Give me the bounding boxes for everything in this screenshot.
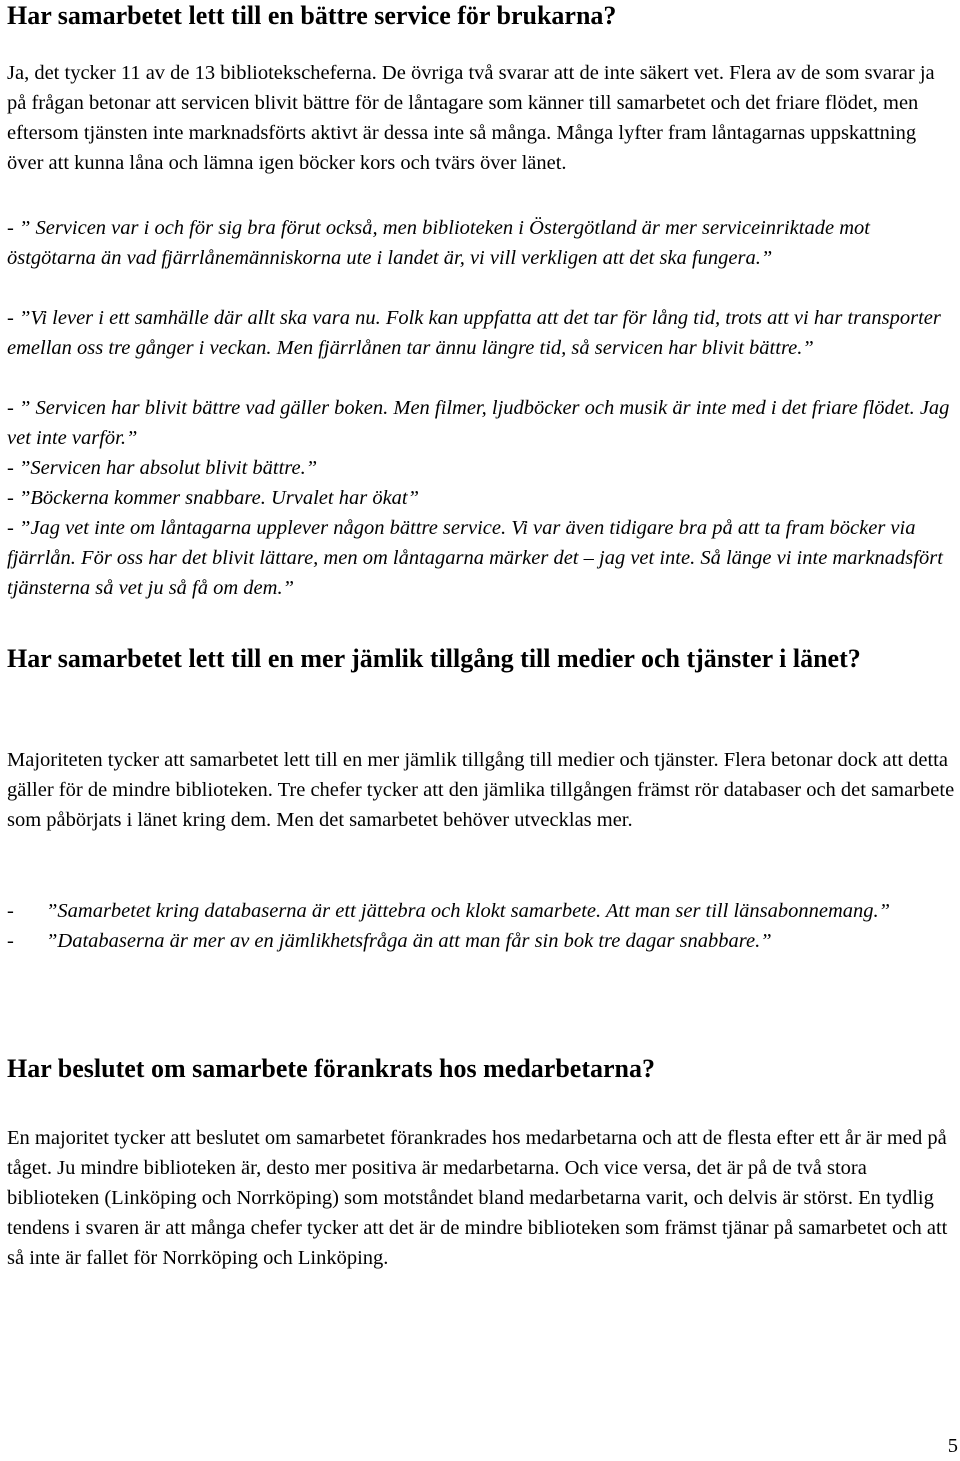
paragraph-equality: Majoriteten tycker att samarbetet lett till en mer jämlik tillgång till medier och tjänster. Flera betonar dock att detta gäller för de mindre biblioteken. Tre chefer tycker att den jämlika tillgången främst rör databaser och det samarbete som påbörjats i länet kring dem. Men det samarbetet behöver utvecklas mer. — [7, 749, 955, 831]
section-heading-equality: Har samarbetet lett till en mer jämlik tillgång till medier och tjänster i länet? — [7, 644, 861, 673]
quote-service-6: - ”Jag vet inte om låntagarna upplever någon bättre service. Vi var även tidigare bra på att ta fram böcker via fjärrlån. För oss har det blivit lättare, men om låntagarna märker det – jag vet inte. Så länge vi inte marknadsfört tjänsterna så vet ju så få om dem.” — [7, 517, 943, 599]
quote-service-5: - ”Böckerna kommer snabbare. Urvalet har ökat” — [7, 487, 420, 509]
paragraph-anchoring: En majoritet tycker att beslutet om samarbetet förankrades hos medarbetarna och att de flesta efter ett år är med på tåget. Ju mindre biblioteken är, desto mer positiva är medarbetarna. Och vice versa, det är på de två stora biblioteken (Linköping och Norrköping) som motståndet bland medarbetarna varit, och delvis är störst. En tydlig tendens i svaren är att många chefer tycker att det är de mindre biblioteken som främst tjänar på samarbetet och att så inte är fallet för Norrköping och Linköping. — [7, 1127, 948, 1269]
list-item-text: ”Samarbetet kring databaserna är ett jättebra och klokt samarbete. Att man ser till länsabonnemang.” — [46, 900, 891, 922]
paragraph-service-intro: Ja, det tycker 11 av de 13 bibliotekscheferna. De övriga två svarar att de inte säkert vet. Flera av de som svarar ja på frågan betonar att servicen blivit bättre för de låntagare som känner till samarbetet och det friare flödet, men eftersom tjänsten inte marknadsförts aktivt är dessa inte så många. Många lyfter fram låntagarnas uppskattning över att kunna låna och lämna igen böcker kors och tvärs över länet. — [7, 62, 935, 174]
section-heading-anchoring: Har beslutet om samarbete förankrats hos medarbetarna? — [7, 1054, 655, 1083]
list-item-text: ”Databaserna är mer av en jämlikhetsfråga än att man får sin bok tre dagar snabbare.” — [46, 930, 772, 952]
quote-service-1: - ” Servicen var i och för sig bra förut också, men biblioteken i Östergötland är mer serviceinriktade mot östgötarna än vad fjärrlånemänniskorna ute i landet är, vi vill verkligen att det ska fungera.” — [7, 217, 870, 269]
list-dash: - — [7, 900, 14, 922]
quote-list-equality — [7, 896, 955, 956]
section-heading-service: Har samarbetet lett till en bättre service för brukarna? — [7, 1, 617, 30]
quote-service-4: - ”Servicen har absolut blivit bättre.” — [7, 457, 318, 479]
list-item — [7, 896, 955, 926]
page-number: 5 — [947, 1435, 958, 1457]
list-dash: - — [7, 930, 14, 952]
quote-service-3: - ” Servicen har blivit bättre vad gäller boken. Men filmer, ljudböcker och musik är inte med i det friare flödet. Jag vet inte varför.” — [7, 397, 950, 449]
list-item — [7, 926, 955, 956]
quote-service-2: - ”Vi lever i ett samhälle där allt ska vara nu. Folk kan uppfatta att det tar för lång tid, trots att vi har transporter emellan oss tre gånger i veckan. Men fjärrlånen tar ännu längre tid, så servicen har blivit bättre.” — [7, 307, 941, 359]
